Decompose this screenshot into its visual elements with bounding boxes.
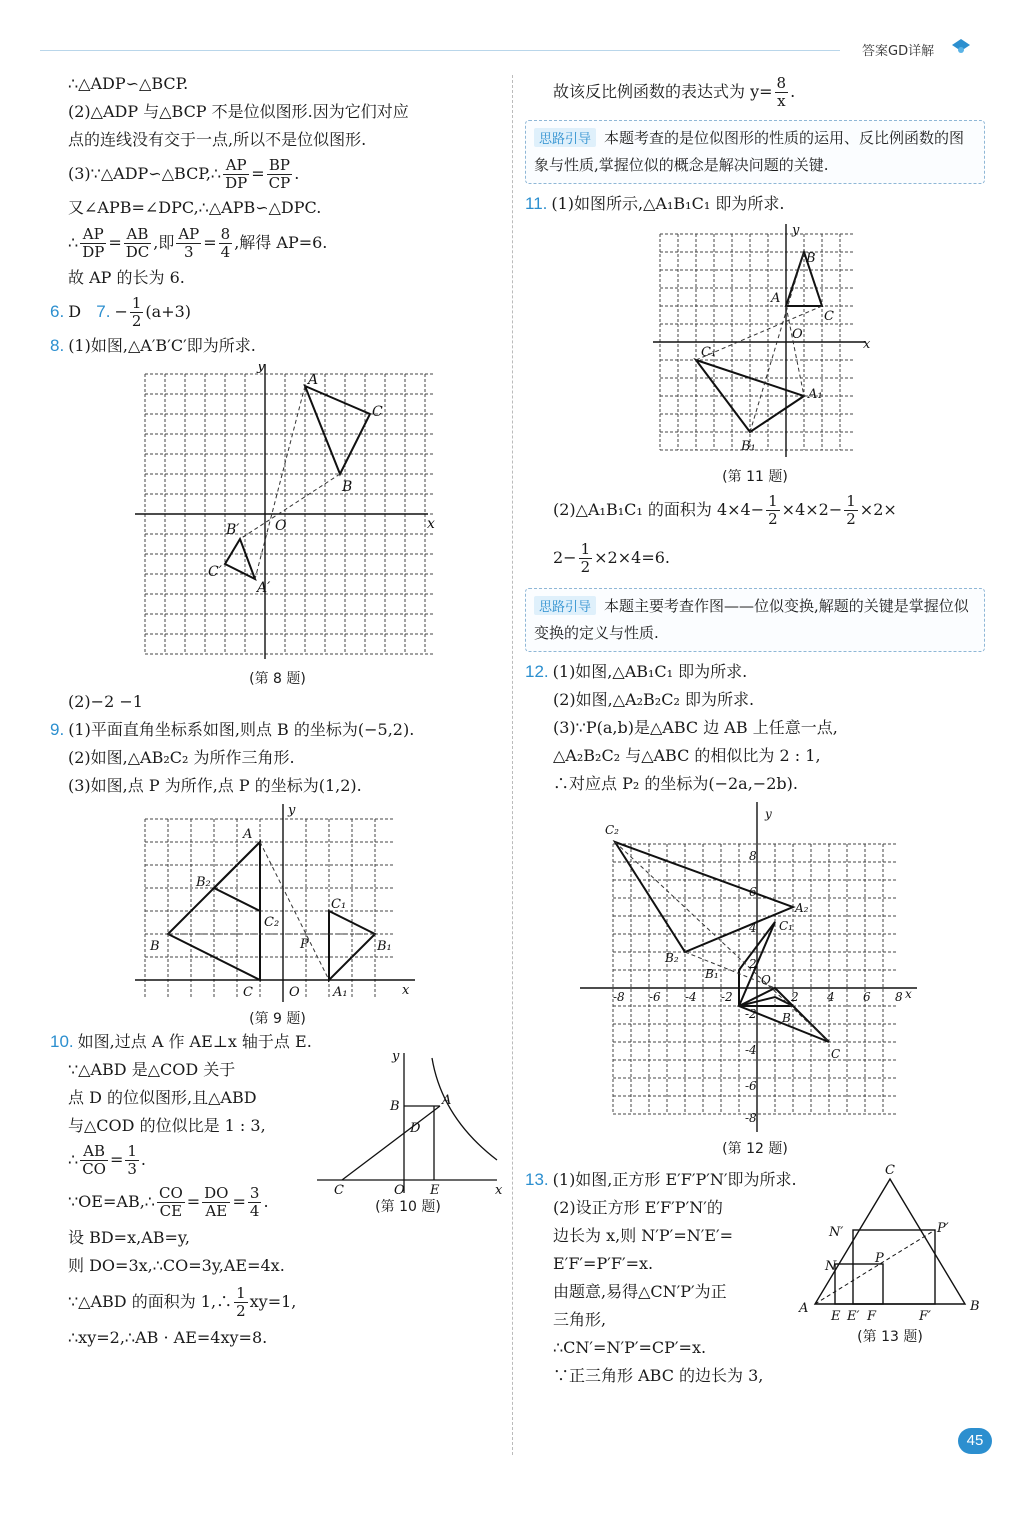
svg-text:-8: -8	[745, 1111, 757, 1125]
text-line: (2)如图,△A₂B₂C₂ 即为所求.	[553, 690, 755, 709]
text-line: (2)−2 −1	[68, 692, 143, 711]
fraction: $\frac{DO}{AE}$	[204, 1184, 229, 1220]
svg-text:8: 8	[895, 990, 903, 1004]
fraction: $\frac{1}{2}$	[236, 1284, 246, 1320]
svg-text:6: 6	[749, 885, 757, 899]
tip-box	[525, 588, 985, 652]
svg-text:A: A	[442, 1093, 452, 1108]
svg-text:O: O	[394, 1183, 405, 1198]
svg-text:O: O	[275, 518, 287, 534]
svg-text:A′: A′	[257, 580, 271, 596]
svg-text:N′: N′	[829, 1225, 844, 1240]
text-line: ∴△ADP∽△BCP.	[68, 74, 189, 93]
text-line: 10. 如图,过点 A 作 AE⊥x 轴于点 E.	[50, 1032, 312, 1051]
text-line: 三角形,	[553, 1310, 607, 1329]
figure-13	[795, 1164, 985, 1354]
svg-text:C₁: C₁	[701, 345, 717, 360]
tip-text: 本题考查的是位似图形的性质的运用、反比例函数的图象与性质,掌握位似的概念是解决问题的关键.	[534, 129, 965, 174]
svg-text:x: x	[905, 987, 912, 1001]
text-line: 11. (1)如图所示,△A₁B₁C₁ 即为所求.	[525, 194, 785, 213]
fraction: $\frac{AB}{DC}$	[125, 225, 150, 261]
svg-text:O: O	[761, 973, 771, 987]
svg-text:x: x	[495, 1183, 503, 1198]
graph-figure-10	[312, 1048, 504, 1198]
svg-text:A: A	[308, 372, 319, 388]
fraction: $\frac{1}{2}$	[846, 492, 856, 528]
fraction: $\frac{AB}{CO}$	[82, 1142, 106, 1178]
svg-text:B: B	[390, 1099, 400, 1114]
svg-text:y: y	[792, 223, 800, 238]
text-line: 故 AP 的长为 6.	[68, 268, 185, 287]
svg-text:y: y	[257, 364, 265, 374]
fraction: $\frac{1}{2}$	[580, 540, 591, 576]
triangle-figure-13	[795, 1164, 985, 1324]
text-line: E′F′=P′F′=x.	[553, 1254, 654, 1273]
svg-text:-2: -2	[721, 990, 733, 1004]
svg-text:A: A	[771, 291, 781, 306]
svg-text:y: y	[288, 804, 296, 818]
text-line: 13. (1)如图,正方形 E′F′P′N′即为所求.	[525, 1170, 797, 1189]
svg-text:B₂: B₂	[665, 951, 679, 965]
column-divider	[512, 75, 513, 1455]
svg-text:B: B	[806, 251, 816, 266]
tip-text: 本题主要考查作图——位似变换,解题的关键是掌握位似变换的定义与性质.	[534, 597, 969, 642]
text-line: ∵OE=AB,∴ $\frac{CO}{CE}$ = $\frac{DO}{AE}$ = $\frac{3}{4}$ .	[68, 1184, 269, 1220]
text-line: 边长为 x,则 N′P′=N′E′=	[553, 1226, 734, 1245]
svg-text:x: x	[427, 516, 435, 532]
svg-text:2: 2	[749, 957, 757, 971]
svg-text:N: N	[825, 1259, 837, 1274]
text-line: ∵△ABD 是△COD 关于	[68, 1060, 236, 1079]
fraction: $\frac{8}{x}$	[776, 74, 787, 110]
svg-text:A₁: A₁	[808, 387, 823, 402]
text-line: ∴对应点 P₂ 的坐标为(−2a,−2b).	[553, 774, 798, 793]
text-line: 与△COD 的位似比是 1 : 3,	[68, 1116, 266, 1135]
svg-text:-8: -8	[613, 990, 625, 1004]
svg-text:8: 8	[749, 849, 757, 863]
svg-text:B₂: B₂	[196, 875, 211, 890]
svg-text:B: B	[150, 939, 160, 954]
figure-caption: (第 8 题)	[249, 671, 306, 687]
svg-text:-6: -6	[745, 1079, 757, 1093]
svg-text:6: 6	[863, 990, 871, 1004]
grid-figure-8	[50, 364, 505, 664]
fraction: $\frac{1}{3}$	[127, 1142, 137, 1178]
text-line: 2− $\frac{1}{2}$ ×2×4=6.	[553, 540, 670, 576]
figure-8	[50, 364, 505, 664]
header-rule	[40, 50, 840, 51]
text-line: (3)如图,点 P 为所作,点 P 的坐标为(1,2).	[68, 776, 362, 795]
text-line: 设 BD=x,AB=y,	[68, 1228, 190, 1247]
text-line: 由题意,易得△CN′P′为正	[553, 1282, 727, 1301]
figure-caption: (第 10 题)	[375, 1199, 441, 1215]
text-line: 点的连线没有交于一点,所以不是位似图形.	[68, 130, 367, 149]
fraction: $\frac{CO}{CE}$	[158, 1184, 183, 1220]
svg-text:C: C	[885, 1164, 895, 1178]
grid-figure-9	[50, 804, 505, 1004]
text-line: 9. (1)平面直角坐标系如图,则点 B 的坐标为(−5,2).	[50, 720, 415, 739]
text-line: 又∠APB=∠DPC,∴△APB∽△DPC.	[68, 198, 322, 217]
text-line: (2)设正方形 E′F′P′N′的	[553, 1198, 723, 1217]
fraction: $\frac{3}{4}$	[249, 1184, 260, 1220]
svg-text:P: P	[300, 937, 309, 952]
svg-text:A: A	[799, 1301, 809, 1316]
svg-text:A₁: A₁	[333, 985, 348, 1000]
figure-10	[312, 1048, 504, 1218]
header-logo-icon	[950, 36, 972, 54]
text-line: ∵正三角形 ABC 的边长为 3,	[553, 1366, 764, 1385]
tip-label: 思路引导	[534, 128, 596, 147]
svg-text:D: D	[410, 1121, 421, 1136]
fraction: $\frac{1}{2}$	[131, 294, 142, 330]
text-line: ∴ $\frac{AP}{DP}$ = $\frac{AB}{DC}$ ,即 $\frac{AP}{3}$ = $\frac{8}{4}$ ,解得 AP=6.	[68, 225, 328, 261]
text-line: ∴CN′=N′P′=CP′=x.	[553, 1338, 707, 1357]
svg-text:-2: -2	[745, 1007, 757, 1021]
svg-text:E′: E′	[847, 1309, 860, 1324]
figure-caption: (第 13 题)	[857, 1329, 923, 1345]
grid-figure-11	[525, 222, 985, 462]
fraction: $\frac{AP}{DP}$	[82, 225, 105, 261]
svg-text:B₁: B₁	[705, 967, 719, 981]
svg-text:C: C	[824, 309, 834, 324]
svg-text:P′: P′	[937, 1221, 949, 1236]
text-line: (2)△ADP 与△BCP 不是位似图形.因为它们对应	[68, 102, 409, 121]
svg-text:F: F	[867, 1309, 877, 1324]
svg-text:C₁: C₁	[779, 919, 793, 933]
figure-caption: (第 9 题)	[249, 1011, 306, 1027]
page-number: 45	[958, 1428, 992, 1454]
svg-text:A: A	[243, 827, 253, 842]
svg-text:-4: -4	[745, 1043, 757, 1057]
svg-text:y: y	[392, 1049, 400, 1064]
fraction: $\frac{BP}{CP}$	[268, 156, 291, 192]
text-line: ∴xy=2,∴AB · AE=4xy=8.	[68, 1328, 268, 1347]
svg-text:-4: -4	[685, 990, 697, 1004]
svg-text:C: C	[243, 985, 253, 1000]
svg-text:x: x	[863, 337, 871, 352]
svg-text:2: 2	[791, 990, 799, 1004]
text: (3)∵△ADP∽△BCP,∴	[68, 164, 222, 183]
tip-label: 思路引导	[534, 596, 596, 615]
text-line: 8. (1)如图,△A′B′C′即为所求.	[50, 336, 256, 355]
text-line: (2)如图,△AB₂C₂ 为所作三角形.	[68, 748, 295, 767]
svg-text:E: E	[831, 1309, 841, 1324]
svg-text:B: B	[782, 1011, 791, 1025]
svg-text:B₁: B₁	[741, 439, 756, 454]
svg-text:B′: B′	[226, 522, 240, 538]
svg-text:-6: -6	[649, 990, 661, 1004]
text-line: (3)∵△ADP∽△BCP,∴ $\frac{AP}{DP}$ = $\frac{BP}{CP}$ .	[68, 156, 300, 192]
svg-text:B: B	[970, 1299, 980, 1314]
figure-caption: (第 11 题)	[722, 469, 788, 485]
tip-box	[525, 120, 985, 184]
text-line: 点 D 的位似图形,且△ABD	[68, 1088, 257, 1107]
svg-text:C′: C′	[208, 564, 222, 580]
text-line: 12. (1)如图,△AB₁C₁ 即为所求.	[525, 662, 748, 681]
text-line: ∵△ABD 的面积为 1,∴ $\frac{1}{2}$ xy=1,	[68, 1284, 297, 1320]
svg-text:C: C	[334, 1183, 344, 1198]
svg-text:C: C	[372, 404, 383, 420]
text-line: 故该反比例函数的表达式为 y= $\frac{8}{x}$ .	[553, 74, 796, 110]
svg-text:C: C	[831, 1047, 841, 1061]
svg-text:x: x	[402, 983, 410, 998]
fraction: $\frac{AP}{3}$	[178, 225, 200, 261]
text-line: △A₂B₂C₂ 与△ABC 的相似比为 2 : 1,	[553, 746, 821, 765]
svg-text:C₂: C₂	[264, 915, 280, 930]
fraction: $\frac{1}{2}$	[768, 492, 778, 528]
figure-caption: (第 12 题)	[722, 1141, 788, 1157]
right-column	[525, 70, 985, 1390]
svg-text:F′: F′	[919, 1309, 931, 1324]
svg-text:B₁: B₁	[377, 939, 392, 954]
grid-figure-12	[525, 802, 985, 1134]
svg-text:O: O	[289, 985, 300, 1000]
figure-12	[525, 802, 985, 1134]
left-column	[50, 70, 505, 1352]
fraction: $\frac{8}{4}$	[220, 225, 231, 261]
svg-text:B: B	[342, 479, 353, 495]
text-line: ∴ $\frac{AB}{CO}$ = $\frac{1}{3}$ .	[68, 1142, 147, 1178]
svg-text:4: 4	[827, 990, 835, 1004]
text-line: (3)∵P(a,b)是△ABC 边 AB 上任意一点,	[553, 718, 838, 737]
fraction: $\frac{AP}{DP}$	[225, 156, 248, 192]
text-line: 6. D 7. − $\frac{1}{2}$ (a+3)	[50, 294, 192, 330]
header-title: 答案GD详解	[862, 44, 935, 59]
svg-text:y: y	[765, 807, 772, 821]
text-line: (2)△A₁B₁C₁ 的面积为 4×4− $\frac{1}{2}$ ×4×2− $\frac{1}{2}$ ×2×	[553, 492, 897, 528]
svg-text:4: 4	[749, 921, 757, 935]
svg-text:A₂: A₂	[795, 901, 809, 915]
svg-text:E: E	[430, 1183, 440, 1198]
figure-9	[50, 804, 505, 1004]
svg-text:C₁: C₁	[331, 897, 347, 912]
svg-text:P: P	[875, 1251, 884, 1266]
svg-text:O: O	[792, 327, 803, 342]
text-line: 则 DO=3x,∴CO=3y,AE=4x.	[68, 1256, 285, 1275]
svg-text:C₂: C₂	[605, 823, 619, 837]
figure-11	[525, 222, 985, 462]
